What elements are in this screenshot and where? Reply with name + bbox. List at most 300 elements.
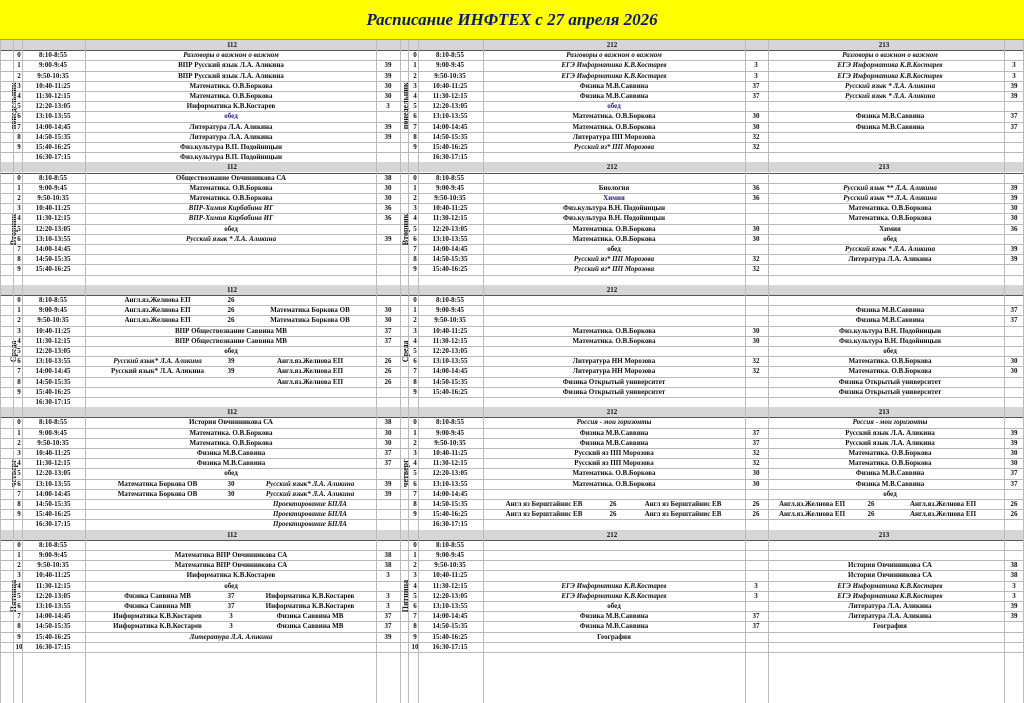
time-cell: 14:00-14:45 [35,122,71,131]
lesson-row [0,132,1024,142]
lesson-number: 0 [413,540,417,549]
room-cell: 3 [754,61,758,70]
grid-line [768,40,769,703]
lesson-number: 9 [413,265,417,274]
time-cell: 14:00-14:45 [432,122,468,131]
lesson-number: 4 [17,459,21,468]
lesson-number: 6 [413,479,417,488]
room-cell: 36 [1010,224,1018,233]
lesson-row [0,621,1024,631]
lesson-number: 9 [17,510,21,519]
lesson-number: 6 [413,602,417,610]
subject-cell: Физика М.В.Саввина [196,459,266,468]
lesson-number: 3 [17,449,21,457]
subject-cell: Математика. О.В.Боркова [572,469,656,478]
lesson-row [0,234,1024,244]
time-cell: 14:00-14:45 [35,245,71,253]
lesson-row [0,193,1024,203]
time-cell: 8:10-8:55 [436,51,464,60]
room-cell: 26 [227,306,235,315]
title-banner [0,0,1024,40]
subject-cell: Литература Л.А. Аликина [848,255,932,264]
subject-cell: Физика М.В.Саввина [579,81,649,90]
subject-cell: Физика М.В.Саввина [579,622,649,631]
subject-cell: обед [607,245,621,253]
time-cell: 13:10-13:55 [432,112,468,121]
lesson-number: 7 [17,367,21,376]
subject-cell: Математика. О.В.Боркова [572,224,656,233]
time-cell: 14:50-15:35 [432,132,468,141]
subject-cell: Англ.яз.Желнова ЕП [778,500,846,508]
room-cell: 37 [227,602,235,610]
room-cell: 39 [384,61,392,70]
lesson-row [0,326,1024,336]
time-cell: 13:10-13:55 [35,602,71,610]
lesson-row [0,570,1024,580]
subject-cell: Биология [598,183,630,192]
lesson-row [0,213,1024,223]
room-cell: 37 [752,612,760,621]
lesson-number: 2 [413,316,417,325]
lesson-row [0,428,1024,438]
time-cell: 8:10-8:55 [39,540,67,549]
room-number: 213 [878,163,890,172]
lesson-number: 7 [17,245,21,253]
time-cell: 12:20-13:05 [432,469,468,478]
subject-cell: Литература ПП Морозова [572,132,656,141]
room-cell: 30 [1010,204,1018,213]
room-cell: 3 [386,571,390,580]
day-label-right: Среда [401,340,410,362]
room-cell: 37 [1010,112,1018,121]
subject-cell: Англ.яз.Желнова ЕП [778,510,846,519]
lesson-number: 1 [413,306,417,315]
grid-line [376,40,377,703]
subject-cell: Математика. О.В.Боркова [189,438,273,447]
room-cell: 3 [386,591,390,600]
time-cell: 9:50-10:35 [37,71,69,80]
time-cell: 9:50-10:35 [37,438,69,447]
lesson-row [0,101,1024,111]
time-cell: 11:30-12:15 [35,214,71,223]
lesson-number: 3 [413,449,417,457]
subject-cell: Литература Л.А. Аликина [848,602,932,610]
room-cell: 30 [384,316,392,325]
subject-cell: Русский яз ПП Морозова [574,459,654,468]
lesson-row [0,305,1024,315]
subject-cell: Физика М.В.Саввина [855,122,925,131]
lesson-number: 0 [17,51,21,60]
lesson-row [0,71,1024,81]
subject-cell: Математика Боркова ОВ [270,316,350,325]
subject-cell: Физика М.В.Саввина [579,612,649,621]
subject-cell: Физика Открытый университет [838,377,942,386]
subject-cell: Англ яз Берштайнис ЕВ [505,510,583,519]
subject-cell: Информатика К.В.Костарев [186,571,276,580]
time-cell: 8:10-8:55 [436,540,464,549]
room-cell: 26 [609,510,617,519]
room-cell: 26 [227,316,235,325]
lesson-number: 7 [17,122,21,131]
lesson-number: 5 [413,591,417,600]
subject-cell: ВПР Русский язык Л.А. Аликина [178,61,284,70]
room-cell: 37 [384,622,392,631]
lesson-row [0,295,1024,305]
lesson-row [0,632,1024,642]
time-cell: 9:00-9:45 [39,61,67,70]
lesson-number: 1 [17,61,21,70]
lesson-row [0,601,1024,611]
lesson-number: 7 [413,612,417,621]
time-cell: 11:30-12:15 [432,581,468,590]
lesson-number: 3 [17,81,21,90]
subject-cell: Разговоры о важном о важном [183,51,279,60]
lesson-number: 5 [17,102,21,111]
time-cell: 13:10-13:55 [35,479,71,488]
room-cell: 26 [609,500,617,508]
lesson-number: 2 [17,561,21,570]
time-cell: 11:30-12:15 [35,336,71,345]
time-cell: 11:30-12:15 [432,459,468,468]
room-cell: 37 [1010,306,1018,315]
lesson-number: 8 [413,500,417,508]
subject-cell: Литература НН Морозова [572,367,656,376]
lesson-number: 1 [413,183,417,192]
day-label: Среда [9,340,18,362]
subject-cell: обед [607,102,621,111]
lesson-number: 1 [17,428,21,437]
room-number: 212 [606,530,618,539]
subject-cell: Математика. О.В.Боркова [848,459,932,468]
lesson-number: 2 [413,438,417,447]
room-cell: 30 [752,469,760,478]
room-cell: 3 [754,591,758,600]
subject-cell: обед [224,112,238,121]
time-cell: 9:50-10:35 [434,194,466,202]
lesson-row [0,499,1024,509]
time-cell: 10:40-11:25 [432,571,468,580]
room-cell: 3 [1012,71,1016,80]
lesson-number: 5 [17,591,21,600]
grid-line [483,40,484,703]
subject-cell: Физика Открытый университет [562,377,666,386]
lesson-number: 2 [17,316,21,325]
grid-line [1004,40,1005,703]
subject-cell: Русский яз* ПП Морозова [573,143,655,151]
grid-line [408,40,409,703]
lesson-number: 5 [17,224,21,233]
room-header-row [0,530,1024,540]
lesson-number: 8 [413,377,417,386]
room-header-row [0,162,1024,172]
lesson-number: 8 [17,132,21,141]
subject-cell: Русский язык * Л.А. Аликина [844,92,936,100]
subject-cell: Разговоры о важном о важном [842,51,938,60]
time-cell: 14:00-14:45 [35,367,71,376]
subject-cell: обед [224,347,238,355]
lesson-number: 8 [413,622,417,631]
subject-cell: Физика Открытый университет [562,387,666,396]
subject-cell: Россия - мои горизонты [576,418,652,427]
subject-cell: Физика Открытый университет [838,387,942,396]
subject-cell: Математика. О.В.Боркова [848,214,932,223]
time-cell: 13:10-13:55 [432,234,468,243]
subject-cell: Англ яз Берштайнис ЕВ [644,510,722,519]
subject-cell: Русский яз* ПП Морозова [573,265,655,274]
room-cell: 30 [752,112,760,121]
time-cell: 15:40-16:25 [432,632,468,641]
room-cell: 39 [1010,428,1018,437]
room-cell: 26 [752,500,760,508]
subject-cell: Математика ВПР Овчинникова СА [174,551,288,559]
time-cell: 10:40-11:25 [35,204,71,213]
subject-cell: Математика. О.В.Боркова [848,357,932,366]
room-cell: 39 [384,122,392,131]
room-cell: 37 [227,591,235,600]
subject-cell: Информатика К.В.Костарев [265,602,355,610]
subject-cell: Англ.яз.Желнова ЕП [276,357,344,366]
subject-cell: ВПР Русский язык Л.А. Аликина [178,71,284,80]
time-cell: 14:50-15:35 [35,377,71,386]
time-cell: 16:30-17:15 [35,520,71,529]
room-cell: 30 [1010,449,1018,457]
subject-cell: Математика. О.В.Боркова [189,81,273,90]
time-cell: 14:00-14:45 [35,489,71,498]
room-cell: 3 [1012,581,1016,590]
subject-cell: Физ.культура В.Н. Подойницын [839,336,941,345]
room-cell: 32 [752,265,760,274]
time-cell: 10:40-11:25 [432,449,468,457]
lesson-number: 5 [413,102,417,111]
subject-cell: Физика М.В.Саввина [855,306,925,315]
subject-cell: Проектирование БПЛА [273,510,347,519]
subject-cell: ЕГЭ Информатика К.В.Костарев [837,591,943,600]
lesson-number: 0 [413,296,417,304]
lesson-number: 8 [413,132,417,141]
time-cell: 15:40-16:25 [432,510,468,519]
grid-line [745,40,746,703]
room-cell: 26 [867,500,875,508]
lesson-number: 3 [413,571,417,580]
time-cell: 10:40-11:25 [432,81,468,90]
subject-cell: Математика. О.В.Боркова [848,367,932,376]
lesson-number: 1 [17,551,21,559]
lesson-number: 3 [413,204,417,213]
time-cell: 9:50-10:35 [434,561,466,570]
lesson-number: 7 [413,245,417,253]
room-cell: 37 [1010,469,1018,478]
subject-cell: Математика Боркова ОВ [270,306,350,315]
lesson-number: 6 [413,112,417,121]
room-cell: 3 [1012,591,1016,600]
room-cell: 37 [384,336,392,345]
time-cell: 14:00-14:45 [432,245,468,253]
lesson-number: 0 [413,51,417,60]
subject-cell: Химия [603,194,625,202]
subject-cell: Русский язык* Л.А. Аликина [265,489,355,498]
lesson-row [0,122,1024,132]
schedule-grid [0,40,1024,703]
lesson-number: 5 [413,469,417,478]
time-cell: 11:30-12:15 [432,92,468,100]
room-cell: 39 [1010,245,1018,253]
room-number: 213 [878,408,890,417]
time-cell: 16:30-17:15 [35,398,71,406]
subject-cell: Физика Саввина МВ [124,602,191,610]
time-cell: 12:20-13:05 [35,591,71,600]
room-cell: 32 [752,449,760,457]
lesson-number: 2 [413,194,417,202]
subject-cell: Англ.яз.Желнова ЕП [124,316,191,325]
lesson-row [0,489,1024,499]
lesson-row [0,438,1024,448]
room-cell: 30 [752,224,760,233]
day-label-right: четверг [401,459,410,488]
room-cell: 37 [1010,122,1018,131]
room-cell: 37 [752,81,760,90]
lesson-number: 0 [17,418,21,427]
subject-cell: Математика. О.В.Боркова [189,194,273,202]
time-cell: 13:10-13:55 [432,357,468,366]
room-header-row [0,285,1024,295]
subject-cell: История Овчинникова СА [189,418,273,427]
lesson-number: 3 [17,326,21,335]
time-cell: 15:40-16:25 [35,387,71,396]
room-cell: 26 [1010,510,1018,519]
day-label-right: Вторник [401,212,410,245]
room-cell: 39 [1010,438,1018,447]
time-cell: 9:00-9:45 [436,428,464,437]
lesson-row [0,560,1024,570]
lesson-number: 0 [17,540,21,549]
room-cell: 38 [384,551,392,559]
subject-cell: Физика М.В.Саввина [579,428,649,437]
room-cell: 39 [1010,602,1018,610]
grid-line [13,40,14,703]
time-cell: 13:10-13:55 [35,234,71,243]
room-cell: 39 [1010,183,1018,192]
time-cell: 15:40-16:25 [432,265,468,274]
lesson-number: 4 [17,92,21,100]
lesson-number: 3 [413,326,417,335]
subject-cell: Физика М.В.Саввина [579,92,649,100]
time-cell: 10:40-11:25 [35,571,71,580]
lesson-number: 4 [17,214,21,223]
room-cell: 30 [1010,459,1018,468]
room-number: 212 [606,408,618,417]
time-cell: 13:10-13:55 [35,357,71,366]
grid-line [22,40,23,703]
subject-cell: Математика ВПР Овчинникова СА [174,561,288,570]
room-cell: 37 [752,428,760,437]
lesson-number: 4 [413,92,417,100]
lesson-row [0,346,1024,356]
lesson-number: 8 [17,500,21,508]
lesson-number: 5 [413,224,417,233]
lesson-row [0,356,1024,366]
lesson-row [0,275,1024,285]
grid-line [0,40,1,703]
room-cell: 3 [386,102,390,111]
room-cell: 26 [1010,500,1018,508]
room-cell: 32 [752,357,760,366]
room-number: 212 [606,41,618,49]
lesson-number: 4 [17,336,21,345]
room-number: 212 [606,163,618,172]
room-cell: 39 [384,234,392,243]
time-cell: 11:30-12:15 [35,581,71,590]
lesson-row [0,111,1024,121]
time-cell: 14:50-15:35 [35,622,71,631]
room-cell: 30 [384,306,392,315]
time-cell: 13:10-13:55 [35,112,71,121]
room-number: 213 [878,530,890,539]
lesson-number: 7 [17,612,21,621]
subject-cell: Физика М.В.Саввина [579,438,649,447]
subject-cell: Математика. О.В.Боркова [572,336,656,345]
subject-cell: Англ.яз.Желнова ЕП [124,306,191,315]
subject-cell: Физика Саввина МВ [276,622,344,631]
time-cell: 12:20-13:05 [35,347,71,355]
room-cell: 39 [1010,612,1018,621]
room-cell: 30 [384,438,392,447]
room-cell: 39 [384,632,392,641]
subject-cell: Физика Саввина МВ [124,591,191,600]
subject-cell: Физ.культура В.П. Подойницын [180,143,282,151]
room-cell: 3 [754,71,758,80]
room-cell: 37 [752,92,760,100]
lesson-number: 1 [17,306,21,315]
room-cell: 30 [1010,357,1018,366]
lesson-number: 6 [17,602,21,610]
room-cell: 38 [384,418,392,427]
subject-cell: Русский язык Л.А. Аликина [845,428,935,437]
lesson-row [0,152,1024,162]
room-cell: 30 [1010,367,1018,376]
lesson-number: 5 [413,347,417,355]
subject-cell: Информатика К.В.Костарев [265,591,355,600]
time-cell: 12:20-13:05 [432,347,468,355]
room-cell: 32 [752,367,760,376]
room-cell: 37 [752,438,760,447]
room-cell: 30 [752,326,760,335]
room-cell: 26 [384,377,392,386]
lesson-row [0,81,1024,91]
lesson-number: 9 [17,265,21,274]
time-cell: 13:10-13:55 [432,479,468,488]
time-cell: 14:00-14:45 [432,612,468,621]
room-cell: 32 [752,255,760,264]
time-cell: 9:00-9:45 [39,183,67,192]
time-cell: 12:20-13:05 [35,469,71,478]
subject-cell: Химия [879,224,901,233]
day-label: понедельник [9,82,18,130]
lesson-row [0,458,1024,468]
subject-cell: ЕГЭ Информатика К.В.Костарев [561,71,667,80]
subject-cell: Физ.культура В.Н. Подойницын [563,204,665,213]
lesson-number: 1 [413,551,417,559]
day-label-right: Пятница [401,579,410,613]
room-cell: 39 [384,71,392,80]
time-cell: 14:50-15:35 [432,377,468,386]
lesson-row [0,264,1024,274]
room-number: 112 [226,41,238,49]
time-cell: 14:00-14:45 [35,612,71,621]
lesson-row [0,468,1024,478]
subject-cell: Математика Боркова ОВ [117,479,198,488]
subject-cell: Англ.яз.Желнова ЕП [909,500,977,508]
room-cell: 37 [384,459,392,468]
